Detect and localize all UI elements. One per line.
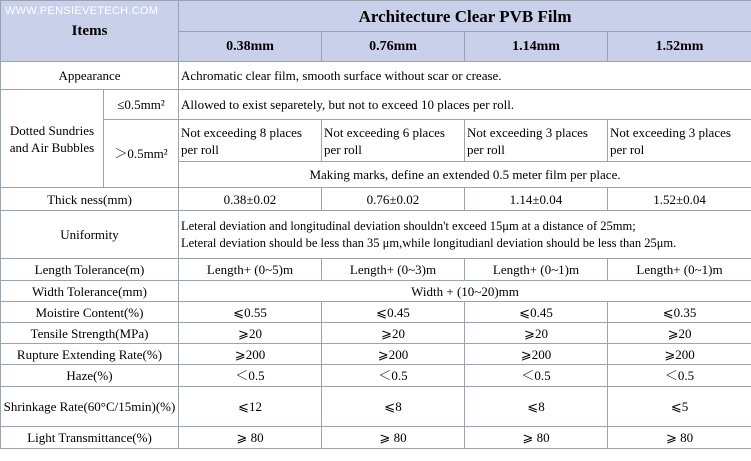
length-tolerance-value-0: Length+ (0~5)m <box>179 259 322 281</box>
marking-note: Making marks, define an extended 0.5 meter film per place. <box>179 162 751 188</box>
haze-value-0: ＜0.5 <box>179 365 322 387</box>
light-value-0: ⩾ 80 <box>179 427 322 449</box>
uniformity-line-2: Leteral deviation should be less than 35 μm,while longitudianl deviation should be less than 25μm. <box>181 235 677 250</box>
light-value-3: ⩾ 80 <box>608 427 751 449</box>
moisture-value-3: ⩽0.35 <box>608 302 751 323</box>
thickness-header-1: 0.76mm <box>322 32 465 62</box>
shrinkage-value-3: ⩽5 <box>608 387 751 427</box>
uniformity-value <box>179 211 751 259</box>
light-label: Light Transmittance(%) <box>1 427 179 449</box>
watermark: WWW.PENSIEVETECH.COM <box>5 5 159 17</box>
moisture-value-2: ⩽0.45 <box>465 302 608 323</box>
sundries-large-value-0: Not exceeding 8 places per roll <box>179 120 322 162</box>
tensile-value-1: ⩾20 <box>322 323 465 344</box>
thickness-header-3: 1.52mm <box>608 32 751 62</box>
tensile-value-3: ⩾20 <box>608 323 751 344</box>
moisture-value-0: ⩽0.55 <box>179 302 322 323</box>
moisture-value-1: ⩽0.45 <box>322 302 465 323</box>
sundries-large-value-2: Not exceeding 3 places per roll <box>465 120 608 162</box>
sundries-small-label: ≤0.5mm² <box>104 90 179 120</box>
shrinkage-value-2: ⩽8 <box>465 387 608 427</box>
width-tolerance-label: Width Tolerance(mm) <box>1 281 179 302</box>
sundries-small-value: Allowed to exist separetely, but not to exceed 10 places per roll. <box>179 90 751 120</box>
appearance-label: Appearance <box>1 62 179 90</box>
rupture-value-1: ⩾200 <box>322 344 465 365</box>
moisture-label: Moistire Content(%) <box>1 302 179 323</box>
rupture-label: Rupture Extending Rate(%) <box>1 344 179 365</box>
width-tolerance-value: Width + (10~20)mm <box>179 281 751 302</box>
sundries-label: Dotted Sundries and Air Bubbles <box>1 90 104 188</box>
thickness-header-2: 1.14mm <box>465 32 608 62</box>
length-tolerance-value-2: Length+ (0~1)m <box>465 259 608 281</box>
rupture-value-3: ⩾200 <box>608 344 751 365</box>
sundries-large-value-1: Not exceeding 6 places per roll <box>322 120 465 162</box>
haze-value-1: ＜0.5 <box>322 365 465 387</box>
length-tolerance-value-3: Length+ (0~1)m <box>608 259 751 281</box>
items-header <box>1 1 179 62</box>
sundries-large-value-3: Not exceeding 3 places per rol <box>608 120 751 162</box>
thickness-value-1: 0.76±0.02 <box>322 188 465 211</box>
light-value-1: ⩾ 80 <box>322 427 465 449</box>
length-tolerance-value-1: Length+ (0~3)m <box>322 259 465 281</box>
shrinkage-value-1: ⩽8 <box>322 387 465 427</box>
tensile-value-0: ⩾20 <box>179 323 322 344</box>
tensile-label: Tensile Strength(MPa) <box>1 323 179 344</box>
thickness-label: Thick ness(mm) <box>1 188 179 211</box>
shrinkage-value-0: ⩽12 <box>179 387 322 427</box>
shrinkage-label: Shrinkage Rate(60°C/15min)(%) <box>1 387 179 427</box>
uniformity-label: Uniformity <box>1 211 179 259</box>
haze-value-3: ＜0.5 <box>608 365 751 387</box>
sundries-large-label: ＞0.5mm² <box>104 120 179 188</box>
items-label: Items <box>71 23 108 39</box>
length-tolerance-label: Length Tolerance(m) <box>1 259 179 281</box>
thickness-header-0: 0.38mm <box>179 32 322 62</box>
thickness-value-2: 1.14±0.04 <box>465 188 608 211</box>
tensile-value-2: ⩾20 <box>465 323 608 344</box>
rupture-value-2: ⩾200 <box>465 344 608 365</box>
thickness-value-3: 1.52±0.04 <box>608 188 751 211</box>
haze-label: Haze(%) <box>1 365 179 387</box>
rupture-value-0: ⩾200 <box>179 344 322 365</box>
appearance-value: Achromatic clear film, smooth surface without scar or crease. <box>179 62 751 90</box>
light-value-2: ⩾ 80 <box>465 427 608 449</box>
thickness-value-0: 0.38±0.02 <box>179 188 322 211</box>
haze-value-2: ＜0.5 <box>465 365 608 387</box>
table-title: Architecture Clear PVB Film <box>179 1 751 32</box>
uniformity-line-1: Leteral deviation and longitudinal deviation shouldn't exceed 15μm at a distance of 25mm; <box>181 218 636 233</box>
